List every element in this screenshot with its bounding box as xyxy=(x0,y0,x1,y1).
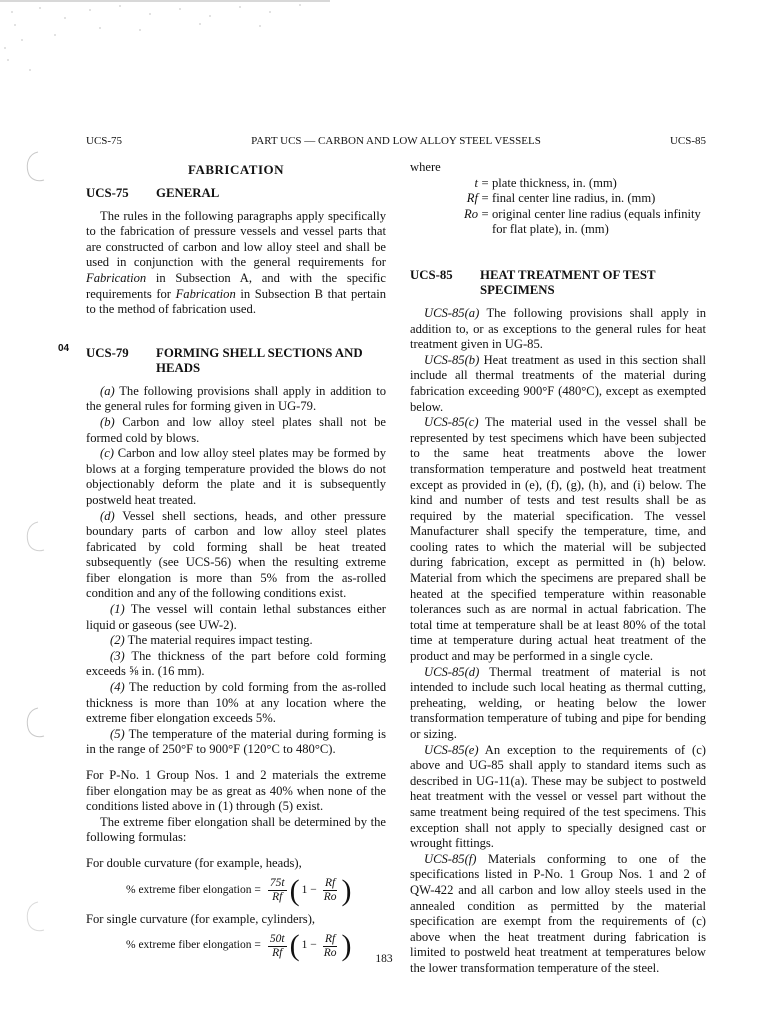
formula-single-curvature: % extreme fiber elongation = $\frac{50t}{Rf}$ ( 1 − $\frac{Rf}{Ro}$ ) xyxy=(126,929,352,963)
paragraph: UCS-85(d) Thermal treatment of material is not intended to include such local heating as thermal cutting, preheating, welding, or heating below the lower transformation temperature of tubing and pipe for bending or sizing. xyxy=(410,664,706,741)
formula-double-curvature: % extreme fiber elongation = $\frac{75t}{Rf}$ ( 1 − $\frac{Rf}{Ro}$ ) xyxy=(126,873,352,907)
heading-title: FORMING SHELL SECTIONS AND HEADS xyxy=(156,345,363,375)
heading-title: GENERAL xyxy=(156,185,220,200)
paragraph: For double curvature (for example, heads), xyxy=(86,855,302,870)
definition-row: Ro = original center line radius (equals infinity for flat plate), in. (mm) xyxy=(464,206,701,237)
paragraph: (b) Carbon and low alloy steel plates shall not be formed cold by blows. xyxy=(86,414,386,445)
definition-row: Rf = final center line radius, in. (mm) xyxy=(466,191,656,206)
page-number: 183 xyxy=(375,953,393,965)
definition-row: t = plate thickness, in. (mm) xyxy=(474,175,617,190)
paragraph: For P-No. 1 Group Nos. 1 and 2 materials the extreme fiber elongation may be as great as 40% when none of the conditions listed above in (1) through (5) exist. xyxy=(86,768,386,814)
list-item: (1) The vessel will contain lethal substances either liquid or gaseous (see UW-2). xyxy=(86,602,386,632)
heading-ucs75 xyxy=(86,186,386,201)
left-column xyxy=(86,160,386,967)
paragraph: (c) Carbon and low alloy steel plates may be formed by blows at a forging temperature provided the blows do not objectionably deform the plate and it is subsequently postweld heat treated. xyxy=(86,446,386,507)
heading-number: UCS-75 xyxy=(86,185,129,200)
where-label: where xyxy=(410,160,441,174)
revision-mark: 04 xyxy=(58,343,70,354)
punch-hole xyxy=(24,706,50,740)
heading-title: HEAT TREATMENT OF TEST SPECIMENS xyxy=(480,267,656,297)
header-right: UCS-85 xyxy=(669,135,706,147)
punch-hole xyxy=(24,150,50,184)
heading-number: UCS-79 xyxy=(86,345,129,360)
paragraph: UCS-85(a) The following provisions shall apply in addition to, or as exceptions to the general rules for heat treatment given in UG-85. xyxy=(410,305,706,352)
paragraph: The extreme fiber elongation shall be determined by the following formulas: xyxy=(86,814,386,845)
punch-hole xyxy=(24,900,50,934)
heading-ucs85 xyxy=(410,268,706,298)
heading-number: UCS-85 xyxy=(410,267,453,282)
right-column xyxy=(410,160,706,977)
paragraph: For single curvature (for example, cylinders), xyxy=(86,911,316,926)
header-left: UCS-75 xyxy=(86,135,123,147)
paragraph: The rules in the following paragraphs apply specifically to the fabrication of pressure vessels and vessel parts that are constructed of carbon and low alloy steel and shall be used in conjunction with the general requirements for Fabrication in Subsection A, and with the specific requirements for Fabrication in Subsection B that pertain to the method of fabrication used. xyxy=(86,208,387,317)
paragraph: (a) The following provisions shall apply in addition to the general rules for forming given in UG-79. xyxy=(86,383,387,414)
header-center: PART UCS — CARBON AND LOW ALLOY STEEL VESSELS xyxy=(251,135,541,147)
paragraph: UCS-85(b) Heat treatment as used in this section shall include all thermal treatments of the material during fabrication exceeding 900°F (480°C), except as exempted below. xyxy=(410,352,706,414)
list-item: (4) The reduction by cold forming from the as-rolled thickness is more than 10% at any location where the extreme fiber elongation exceeds 5%. xyxy=(86,680,387,726)
paragraph: UCS-85(f) Materials conforming to one of the specifications listed in P-No. 1 Group Nos. 1 and 2 of QW-422 and all carbon and low alloy steels used in the annealed condition as permitted by the material specification are exempt from the requirements of (c) above when the heat treatment during fabrication is limited to postweld heat treatment at temperatures below the lower transformation temperature of the steel. xyxy=(410,851,706,975)
paragraph: (d) Vessel shell sections, heads, and other pressure boundary parts of carbon and low alloy steel plates fabricated by cold forming shall be heat treated subsequently (see UCS-56) when the resulting extreme fiber elongation is more than 5% from the as-rolled condition and any of the following conditions exist. xyxy=(86,508,387,601)
section-title: FABRICATION xyxy=(187,162,285,177)
list-item: (3) The thickness of the part before cold forming exceeds ⅝ in. (16 mm). xyxy=(86,648,386,679)
heading-ucs79 xyxy=(86,346,386,376)
paragraph: UCS-85(e) An exception to the requirements of (c) above and UG-85 shall apply to standard items such as described in UG-11(a). These may be subject to postweld heat treatment with the vessel or vessel part without the same treatment being required of the test specimens. This exception shall not apply to specially designed cast or wrought fittings. xyxy=(410,742,706,851)
list-item: (2) The material requires impact testing. xyxy=(110,633,313,648)
paragraph: UCS-85(c) The material used in the vessel shall be represented by test specimens which have been subjected to the same heat treatments above the lower transformation temperature and postweld heat treatment except as provided in (e), (f), (g), (h), and (i) below. The kind and number of tests and test results shall be as required by the material specification. The vessel Manufacturer shall specify the temperature, time, and cooling rates to which the material will be subjected during fabrication, except as permitted in (h) below. Material from which the specimens are prepared shall be heated at the specified temperature within reasonable tolerances such as are normal in actual fabrication. The total time at temperature shall be at least 80% of the total time at temperature during actual heat treatment of the product and may be performed in a single cycle. xyxy=(410,415,707,664)
list-item: (5) The temperature of the material during forming is in the range of 250°F to 900°F (120°C to 480°C). xyxy=(86,726,387,757)
scan-noise xyxy=(0,0,330,78)
punch-hole xyxy=(24,520,50,554)
